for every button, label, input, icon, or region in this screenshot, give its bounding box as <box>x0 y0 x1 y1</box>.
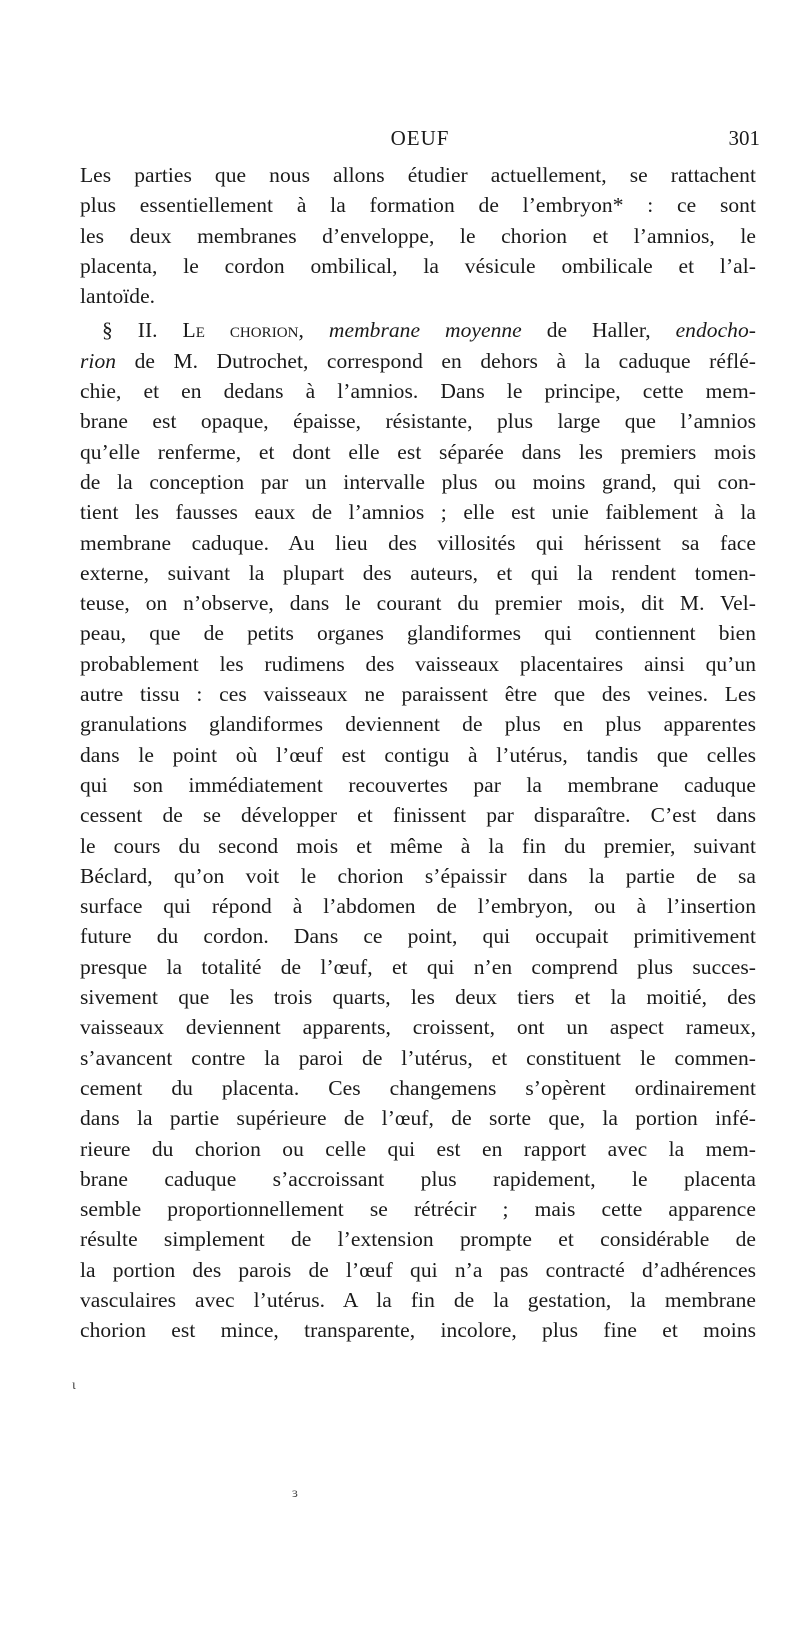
text-line: dans la partie supérieure de l’œuf, de sorte que, la portion infé- <box>80 1106 756 1131</box>
paragraph-1 <box>80 160 756 311</box>
text-line: semble proportionnellement se rétrécir ; mais cette apparence <box>80 1197 756 1222</box>
text-line: placenta, le cordon ombilical, la vésicule ombilicale et l’al- <box>80 253 756 278</box>
text-line: sivement que les trois quarts, les deux tiers et la moitié, des <box>80 985 756 1010</box>
text-line: peau, que de petits organes glandiformes qui contiennent bien <box>80 621 756 646</box>
text-line-rest: de M. Dutrochet, correspond en dehors à la caduque réflé- <box>134 348 756 373</box>
body-text <box>80 160 756 1346</box>
text-line: vasculaires avec l’utérus. A la fin de la gestation, la membrane <box>80 1287 756 1312</box>
page-number: 301 <box>728 126 760 150</box>
text-line: dans le point où l’œuf est contigu à l’utérus, tandis que celles <box>80 742 756 767</box>
text-line: le cours du second mois et même à la fin du premier, suivant <box>80 833 756 858</box>
text-line: presque la totalité de l’œuf, et qui n’en comprend plus succes- <box>80 954 756 979</box>
text-line: plus essentiellement à la formation de l’embryon* : ce sont <box>80 193 756 218</box>
text-line: Béclard, qu’on voit le chorion s’épaissir dans la partie de sa <box>80 863 756 888</box>
text-line: granulations glandiformes deviennent de plus en plus apparentes <box>80 712 756 737</box>
text-line <box>80 346 756 376</box>
text-line: cessent de se développer et finissent par disparaître. C’est dans <box>80 803 756 828</box>
stray-mark: ɜ <box>292 1486 298 1501</box>
text-line: surface qui répond à l’abdomen de l’embryon, ou à l’insertion <box>80 894 756 919</box>
text-line: lantoïde. <box>80 284 156 309</box>
text-line: rieure du chorion ou celle qui est en rapport avec la mem- <box>80 1136 756 1161</box>
text-line: tient les fausses eaux de l’amnios ; elle est unie faiblement à la <box>80 500 756 525</box>
text-line: résulte simplement de l’extension prompte et considérable de <box>80 1227 756 1252</box>
text-line-section-start <box>80 315 756 345</box>
text-line: vaisseaux deviennent apparents, croissent, ont un aspect rameux, <box>80 1015 756 1040</box>
section-mark: § II. <box>102 318 158 343</box>
running-title: OEUF <box>390 126 450 150</box>
text-line: de la conception par un intervalle plus ou moins grand, qui con- <box>80 469 756 494</box>
text-line: chie, et en dedans à l’amnios. Dans le principe, cette mem- <box>80 379 756 404</box>
text-line: qui son immédiatement recouvertes par la membrane caduque <box>80 772 756 797</box>
section-term: Le chorion, <box>182 318 304 343</box>
text-line: les deux membranes d’enveloppe, le chorion et l’amnios, le <box>80 223 756 248</box>
section-term-alt: endocho- <box>675 318 756 343</box>
text-line: teuse, on n’observe, dans le courant du premier mois, dit M. Vel- <box>80 591 756 616</box>
text-line: brane caduque s’accroissant plus rapidement, le placenta <box>80 1166 756 1191</box>
text-line: qu’elle renferme, et dont elle est séparée dans les premiers mois <box>80 439 756 464</box>
text-line: future du cordon. Dans ce point, qui occupait primitivement <box>80 924 756 949</box>
running-head <box>80 126 760 156</box>
text-line: cement du placenta. Ces changemens s’opèrent ordinairement <box>80 1075 756 1100</box>
text-line: membrane caduque. Au lieu des villosités qui hérissent sa face <box>80 530 756 555</box>
text-line: externe, suivant la plupart des auteurs, et qui la rendent tomen- <box>80 560 756 585</box>
text-line: Les parties que nous allons étudier actuellement, se rattachent <box>80 163 756 187</box>
text-line: la portion des parois de l’œuf qui n’a pas contracté d’adhérences <box>80 1257 756 1282</box>
text-line: brane est opaque, épaisse, résistante, plus large que l’amnios <box>80 409 756 434</box>
paragraph-2 <box>80 315 756 1345</box>
section-term-alt-end: rion <box>80 348 117 373</box>
text-line: chorion est mince, transparente, incolore, plus fine et moins <box>80 1318 756 1343</box>
text-line: s’avancent contre la paroi de l’utérus, et constituent le commen- <box>80 1045 756 1070</box>
stray-mark: ι <box>72 1378 76 1393</box>
section-term-italic: membrane moyenne <box>328 318 522 343</box>
text-line: probablement les rudimens des vaisseaux placentaires ainsi qu’un <box>80 651 756 676</box>
text-line: autre tissu : ces vaisseaux ne paraissent être que des veines. Les <box>80 682 756 707</box>
section-term-source: de Haller, <box>546 318 651 343</box>
